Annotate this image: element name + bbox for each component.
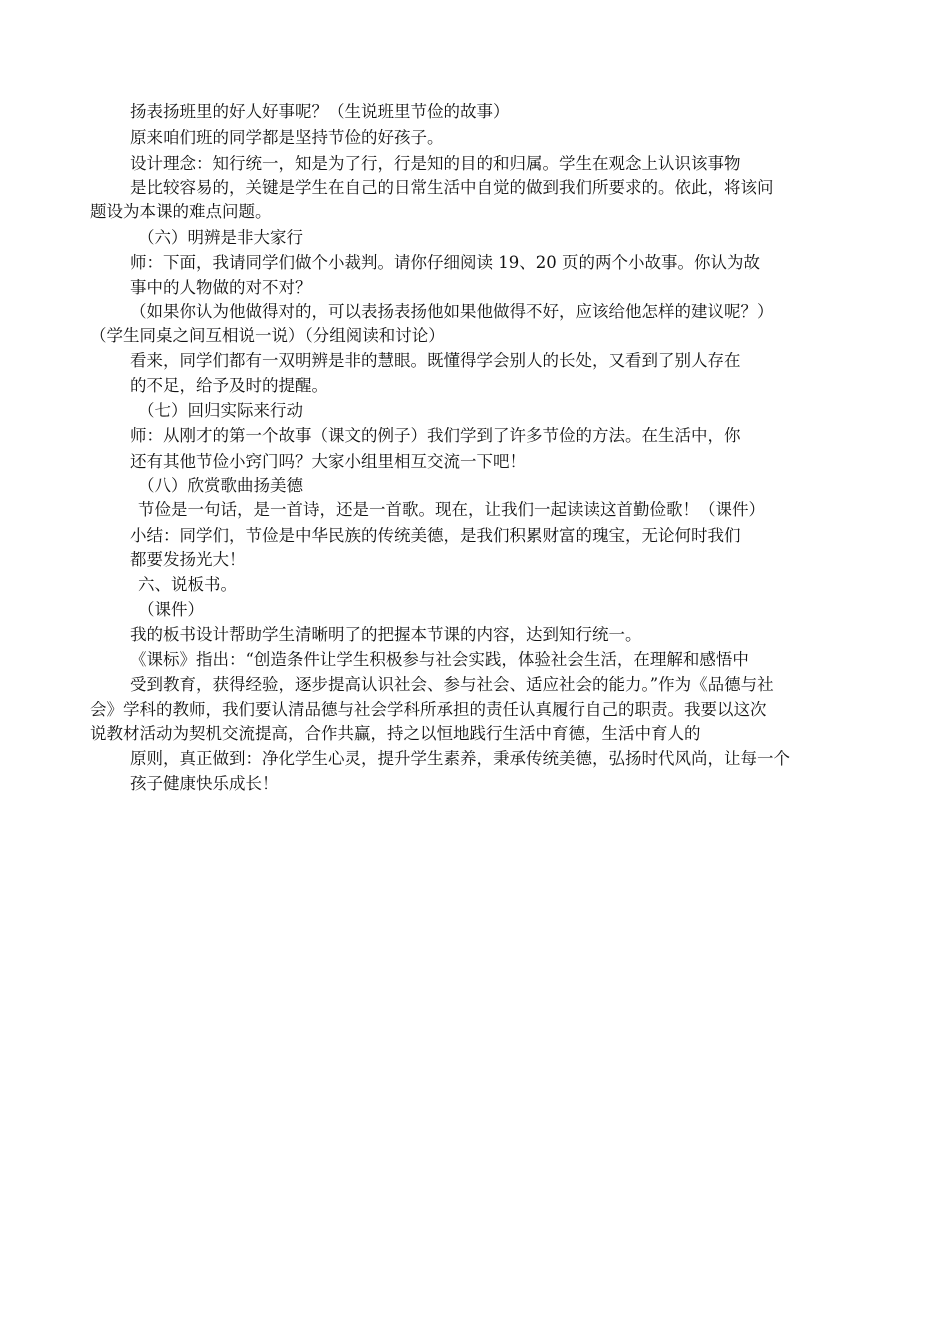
- text-line: 扬表扬班里的好人好事呢？（生说班里节俭的故事）: [130, 102, 510, 121]
- text-line: 设计理念：知行统一，知是为了行，行是知的目的和归属。学生在观念上认识该事物: [130, 154, 741, 173]
- text-line: 的不足，给予及时的提醒。: [130, 376, 328, 395]
- text-line: 是比较容易的，关键是学生在自己的日常生活中自觉的做到我们所要求的。依此，将该问: [130, 178, 774, 197]
- text-line: 受到教育，获得经验，逐步提高认识社会、参与社会、适应社会的能力。”作为《品德与社: [130, 675, 774, 694]
- text-line: 节俭是一句话，是一首诗，还是一首歌。现在，让我们一起读读这首勤俭歌！（课件）: [138, 500, 765, 519]
- text-line: 还有其他节俭小窍门吗？大家小组里相互交流一下吧！: [130, 452, 526, 471]
- section-heading: （七）回归实际来行动: [138, 401, 303, 420]
- text-line: （如果你认为他做得对的，可以表扬表扬他如果他做得不好，应该给他怎样的建议呢？）: [130, 302, 774, 321]
- text-line: 《课标》指出：“创造条件让学生积极参与社会实践，体验社会生活，在理解和感悟中: [130, 650, 749, 669]
- section-heading: （六）明辨是非大家行: [138, 228, 303, 247]
- text-line: 我的板书设计帮助学生清晰明了的把握本节课的内容，达到知行统一。: [130, 625, 642, 644]
- text-line: 看来，同学们都有一双明辨是非的慧眼。既懂得学会别人的长处，又看到了别人存在: [130, 351, 741, 370]
- text-line: 孩子健康快乐成长！: [130, 774, 279, 793]
- text-line: （课件）: [138, 600, 204, 619]
- text-line: （学生同桌之间互相说一说）（分组阅读和讨论）: [90, 326, 445, 345]
- section-heading: 六、说板书。: [138, 575, 237, 594]
- text-line: 事中的人物做的对不对？: [130, 278, 312, 297]
- text-line: 原来咱们班的同学都是坚持节俭的好孩子。: [130, 128, 444, 147]
- text-line: 说教材活动为契机交流提高，合作共赢，持之以恒地践行生活中育德，生活中育人的: [90, 724, 701, 743]
- text-line: 师：下面，我请同学们做个小裁判。请你仔细阅读 19、20 页的两个小故事。你认为故: [130, 253, 760, 272]
- text-line: 会》学科的教师，我们要认清品德与社会学科所承担的责任认真履行自己的职责。我要以这次: [90, 700, 767, 719]
- section-heading: （八）欣赏歌曲扬美德: [138, 476, 303, 495]
- text-line: 师：从刚才的第一个故事（课文的例子）我们学到了许多节俭的方法。在生活中，你: [130, 426, 741, 445]
- text-line: 原则，真正做到：净化学生心灵，提升学生素养，秉承传统美德，弘扬时代风尚，让每一个: [130, 749, 790, 768]
- text-line: 都要发扬光大！: [130, 550, 246, 569]
- text-line: 小结：同学们，节俭是中华民族的传统美德，是我们积累财富的瑰宝，无论何时我们: [130, 526, 741, 545]
- text-line: 题设为本课的难点问题。: [90, 202, 272, 221]
